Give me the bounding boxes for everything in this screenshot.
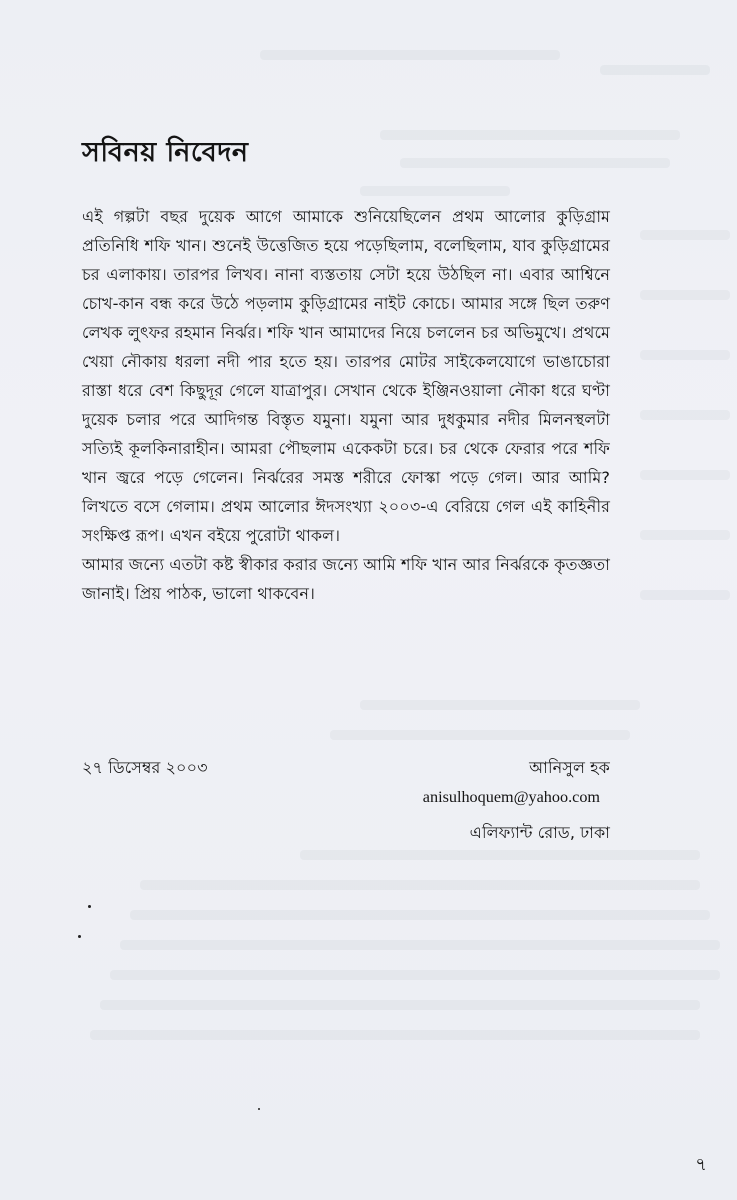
author-name: আনিসুল হক — [529, 758, 610, 777]
page-number: ৭ — [695, 1154, 707, 1175]
author-address: এলিফ্যান্ট রোড, ঢাকা — [469, 823, 610, 842]
author-email: anisulhoquem@yahoo.com — [422, 788, 600, 806]
paragraph: আমার জন্যে এতটা কষ্ট স্বীকার করার জন্যে আমি শফি খান আর নির্ঝরকে কৃতজ্ঞতা জানাই। প্রিয় পাঠক, ভালো থাকবেন। — [82, 555, 610, 603]
ink-speck — [258, 1108, 260, 1110]
ink-speck — [78, 935, 81, 938]
ink-speck — [88, 905, 91, 908]
body-text — [82, 202, 610, 608]
paragraph: এই গল্পটা বছর দুয়েক আগে আমাকে শুনিয়েছিলেন প্রথম আলোর কুড়িগ্রাম প্রতিনিধি শফি খান। শুনেই উত্তেজিত হয়ে পড়েছিলাম, বলেছিলাম, যাব কুড়িগ্রামের চর এলাকায়। তারপর লিখব। নানা ব্যস্ততায় সেটা হয়ে উঠছিল না। এবার আশ্বিনে চোখ-কান বন্ধ করে উঠে পড়লাম কুড়িগ্রামের নাইট কোচে। আমার সঙ্গে ছিল তরুণ লেখক লুৎফর রহমান নির্ঝর। শফি খান আমাদের নিয়ে চললেন চর অভিমুখে। প্রথমে খেয়া নৌকায় ধরলা নদী পার হতে হয়। তারপর মোটর সাইকেলযোগে ভাঙাচোরা রাস্তা ধরে বেশ কিছুদূর গেলে যাত্রাপুর। সেখান থেকে ইঞ্জিনওয়ালা নৌকা ধরে ঘণ্টা দুয়েক চলার পরে আদিগন্ত বিস্তৃত যমুনা। যমুনা আর দুধকুমার নদীর মিলনস্থলটা সত্যিই কূলকিনারাহীন। আমরা পৌছলাম একেকটা চরে। চর থেকে ফেরার পরে শফি খান জ্বরে পড়ে গেলেন। নির্ঝরের সমস্ত শরীরে ফোস্কা পড়ে গেল। আর আমি? লিখতে বসে গেলাম। প্রথম আলোর ঈদসংখ্যা ২০০৩-এ বেরিয়ে গেল এই কাহিনীর সংক্ষিপ্ত রূপ। এখন বইয়ে পুরোটা থাকল। — [82, 207, 610, 545]
page-title: সবিনয় নিবেদন — [82, 137, 249, 168]
signature-date: ২৭ ডিসেম্বর ২০০৩ — [82, 758, 208, 777]
